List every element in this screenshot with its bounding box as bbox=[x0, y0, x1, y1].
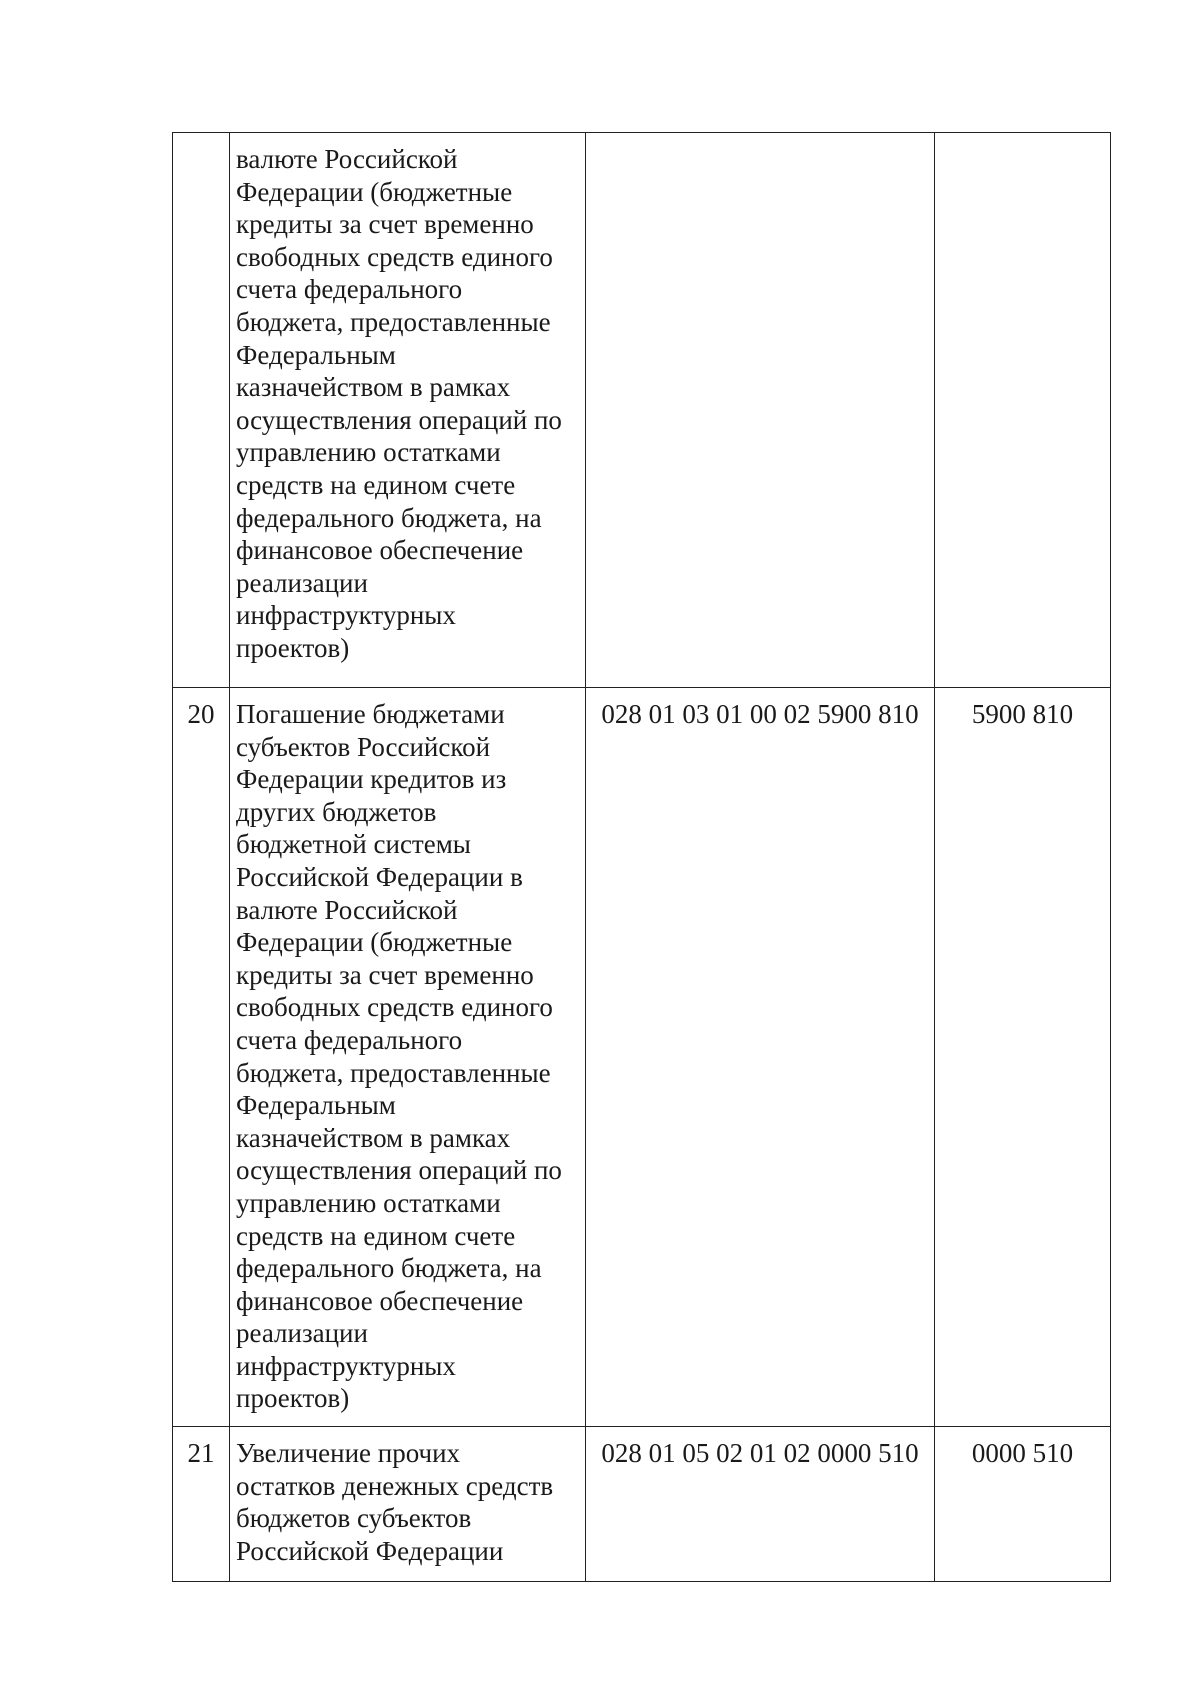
name-line: казначейством в рамках bbox=[236, 1122, 511, 1153]
name-line: свободных средств единого bbox=[236, 241, 553, 272]
row-number-cell: 20 bbox=[173, 688, 230, 1427]
name-line: Российской Федерации в bbox=[236, 861, 523, 892]
name-line: казначейством в рамках bbox=[236, 372, 511, 403]
row-code-cell: 028 01 05 02 01 02 0000 510 bbox=[586, 1427, 935, 1582]
name-line: инфраструктурных bbox=[236, 1350, 456, 1381]
row-code-cell: 028 01 03 01 00 02 5900 810 bbox=[586, 688, 935, 1427]
name-line: других бюджетов bbox=[236, 796, 437, 827]
name-line: Увеличение прочих bbox=[236, 1438, 461, 1468]
name-line: бюджета, предоставленные bbox=[236, 306, 551, 337]
name-line: средств на едином счете bbox=[236, 1220, 516, 1251]
name-line: Федеральным bbox=[236, 339, 396, 370]
name-line: реализации bbox=[236, 567, 368, 598]
name-line: бюджетной системы bbox=[236, 829, 471, 860]
table-row-20 bbox=[173, 688, 1111, 1427]
name-line: кредиты за счет временно bbox=[236, 209, 534, 240]
name-line: средств на едином счете bbox=[236, 469, 516, 500]
budget-classification-table bbox=[172, 132, 1111, 1582]
name-line: счета федерального bbox=[236, 274, 463, 305]
name-line: федерального бюджета, на bbox=[236, 1253, 542, 1284]
name-line: финансовое обеспечение bbox=[236, 535, 524, 566]
name-line: бюджета, предоставленные bbox=[236, 1057, 551, 1088]
row-name-cell bbox=[230, 1427, 586, 1582]
row-code-cell bbox=[586, 133, 935, 688]
name-line: федерального бюджета, на bbox=[236, 502, 542, 533]
name-line: проектов) bbox=[236, 632, 350, 663]
name-line: Федерации кредитов из bbox=[236, 764, 507, 795]
name-line: Погашение бюджетами bbox=[236, 699, 505, 729]
name-line: управлению остатками bbox=[236, 437, 501, 468]
name-line: инфраструктурных bbox=[236, 600, 456, 631]
name-line: Российской Федерации bbox=[236, 1535, 504, 1566]
name-line: реализации bbox=[236, 1318, 368, 1349]
row-name-cell bbox=[230, 688, 586, 1427]
name-line: финансовое обеспечение bbox=[236, 1285, 524, 1316]
table-row-continuation bbox=[173, 133, 1111, 688]
row-name-cell bbox=[230, 133, 586, 688]
name-line: счета федерального bbox=[236, 1024, 463, 1055]
name-line: осуществления операций по bbox=[236, 404, 562, 435]
name-line: субъектов Российской bbox=[236, 731, 491, 762]
row-short-code-cell bbox=[935, 133, 1111, 688]
name-line: валюте Российской bbox=[236, 894, 458, 925]
name-line: кредиты за счет временно bbox=[236, 959, 534, 990]
table-row-21 bbox=[173, 1427, 1111, 1582]
name-line: осуществления операций по bbox=[236, 1155, 562, 1186]
name-line: остатков денежных средств bbox=[236, 1470, 554, 1501]
row-number-cell bbox=[173, 133, 230, 688]
name-line: управлению остатками bbox=[236, 1187, 501, 1218]
name-line: Федеральным bbox=[236, 1090, 396, 1121]
name-line: Федерации (бюджетные bbox=[236, 176, 513, 207]
name-line: проектов) bbox=[236, 1383, 350, 1414]
row-short-code-cell: 0000 510 bbox=[935, 1427, 1111, 1582]
name-line: Федерации (бюджетные bbox=[236, 927, 513, 958]
name-line: валюте Российской bbox=[236, 144, 458, 174]
row-number-cell: 21 bbox=[173, 1427, 230, 1582]
row-short-code-cell: 5900 810 bbox=[935, 688, 1111, 1427]
name-line: бюджетов субъектов bbox=[236, 1503, 472, 1534]
name-line: свободных средств единого bbox=[236, 992, 553, 1023]
